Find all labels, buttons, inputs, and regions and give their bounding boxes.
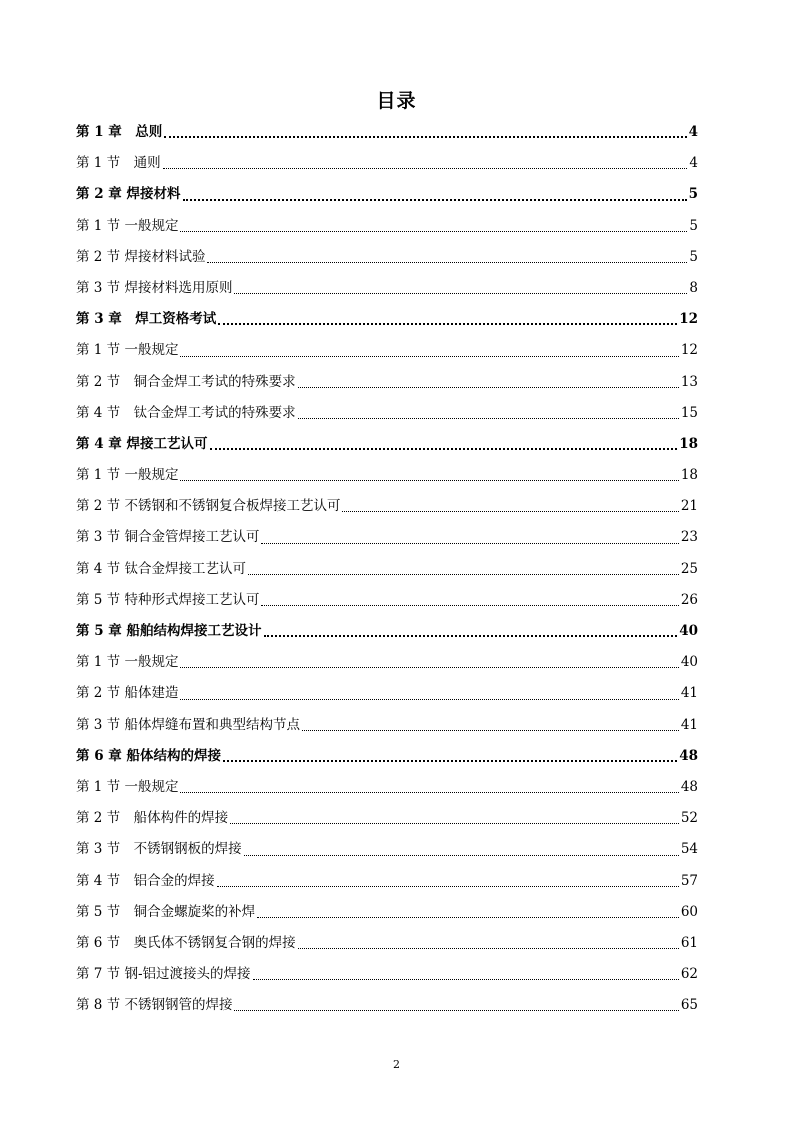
toc-entry-label: 第 4 节 钛合金焊工考试的特殊要求	[76, 404, 296, 421]
toc-entry-page: 5	[688, 186, 698, 203]
toc-chapter-entry[interactable]	[76, 179, 698, 210]
toc-section-entry[interactable]	[76, 710, 698, 741]
toc-chapter-entry[interactable]	[76, 117, 698, 148]
toc-chapter-entry[interactable]	[76, 304, 698, 335]
toc-section-entry[interactable]	[76, 242, 698, 273]
toc-entry-label: 第 2 章 焊接材料	[76, 186, 181, 203]
toc-entry-label: 第 3 节 焊接材料选用原则	[76, 279, 233, 296]
toc-entry-label: 第 3 章 焊工资格考试	[76, 311, 217, 328]
toc-section-entry[interactable]	[76, 959, 698, 990]
toc-entry-label: 第 1 节 一般规定	[76, 217, 179, 234]
toc-entry-label: 第 1 节 一般规定	[76, 654, 179, 671]
toc-section-entry[interactable]	[76, 647, 698, 678]
toc-section-entry[interactable]	[76, 772, 698, 803]
toc-dot-leader	[217, 885, 679, 887]
toc-entry-label: 第 2 节 焊接材料试验	[76, 248, 206, 265]
toc-section-entry[interactable]	[76, 554, 698, 585]
toc-section-entry[interactable]	[76, 460, 698, 491]
toc-entry-label: 第 8 节 不锈钢钢管的焊接	[76, 997, 233, 1014]
toc-entry-label: 第 2 节 船体建造	[76, 685, 179, 702]
toc-entry-label: 第 3 节 铜合金管焊接工艺认可	[76, 529, 260, 546]
toc-section-entry[interactable]	[76, 522, 698, 553]
toc-section-entry[interactable]	[76, 897, 698, 928]
toc-dot-leader	[298, 947, 679, 949]
toc-dot-leader	[248, 573, 679, 575]
toc-dot-leader	[180, 666, 678, 668]
toc-entry-page: 4	[689, 155, 698, 172]
toc-entry-page: 23	[680, 529, 698, 546]
toc-chapter-entry[interactable]	[76, 741, 698, 772]
toc-section-entry[interactable]	[76, 398, 698, 429]
toc-chapter-entry[interactable]	[76, 616, 698, 647]
toc-dot-leader	[210, 447, 678, 450]
toc-entry-label: 第 1 节 一般规定	[76, 467, 179, 484]
toc-entry-page: 5	[689, 217, 698, 234]
toc-section-entry[interactable]	[76, 678, 698, 709]
toc-entry-label: 第 3 节 不锈钢钢板的焊接	[76, 841, 242, 858]
toc-dot-leader	[207, 261, 687, 263]
toc-entry-page: 48	[680, 778, 698, 795]
toc-dot-leader	[180, 355, 678, 357]
toc-entry-label: 第 1 节 一般规定	[76, 778, 179, 795]
toc-dot-leader	[257, 916, 679, 918]
toc-section-entry[interactable]	[76, 803, 698, 834]
toc-entry-page: 54	[680, 841, 698, 858]
toc-dot-leader	[298, 417, 679, 419]
toc-title: 目录	[376, 90, 417, 112]
toc-entry-label: 第 5 节 铜合金螺旋桨的补焊	[76, 903, 256, 920]
toc-section-entry[interactable]	[76, 585, 698, 616]
toc-dot-leader	[261, 542, 678, 544]
toc-section-entry[interactable]	[76, 367, 698, 398]
toc-section-entry[interactable]	[76, 148, 698, 179]
toc-entry-label: 第 2 节 不锈钢和不锈钢复合板焊接工艺认可	[76, 498, 341, 515]
toc-entry-label: 第 1 节 一般规定	[76, 342, 179, 359]
toc-entry-page: 62	[680, 966, 698, 983]
toc-entry-page: 48	[679, 747, 698, 764]
toc-section-entry[interactable]	[76, 990, 698, 1021]
toc-dot-leader	[298, 386, 679, 388]
toc-entry-page: 57	[680, 872, 698, 889]
toc-dot-leader	[180, 230, 687, 232]
toc-dot-leader	[253, 978, 679, 980]
toc-section-entry[interactable]	[76, 273, 698, 304]
toc-entry-page: 41	[680, 685, 698, 702]
toc-entry-page: 61	[680, 934, 698, 951]
toc-dot-leader	[234, 1009, 678, 1011]
toc-entry-page: 12	[679, 311, 698, 328]
toc-dot-leader	[164, 135, 686, 138]
toc-entry-label: 第 7 节 钢-铝过渡接头的焊接	[76, 966, 251, 983]
toc-entry-label: 第 4 章 焊接工艺认可	[76, 435, 208, 452]
toc-entry-page: 25	[680, 560, 698, 577]
toc-entry-page: 18	[679, 435, 698, 452]
toc-section-entry[interactable]	[76, 834, 698, 865]
toc-entry-page: 60	[680, 903, 698, 920]
toc-dot-leader	[261, 604, 678, 606]
toc-dot-leader	[180, 479, 678, 481]
toc-entry-page: 26	[680, 591, 698, 608]
toc-entry-page: 40	[680, 654, 698, 671]
toc-entry-page: 15	[680, 404, 698, 421]
toc-entry-page: 52	[680, 810, 698, 827]
toc-entry-label: 第 4 节 钛合金焊接工艺认可	[76, 560, 246, 577]
toc-entry-page: 5	[689, 248, 698, 265]
toc-entry-label: 第 1 章 总则	[76, 124, 163, 140]
toc-entry-page: 21	[680, 498, 698, 515]
toc-entry-page: 18	[680, 467, 698, 484]
toc-entry-label: 第 2 节 船体构件的焊接	[76, 810, 229, 827]
toc-entry-page: 41	[680, 716, 698, 733]
toc-section-entry[interactable]	[76, 866, 698, 897]
toc-dot-leader	[264, 634, 678, 637]
toc-entry-page: 12	[680, 342, 698, 359]
toc-dot-leader	[180, 791, 678, 793]
toc-entry-label: 第 2 节 铜合金焊工考试的特殊要求	[76, 373, 296, 390]
toc-dot-leader	[218, 322, 677, 325]
toc-dot-leader	[230, 822, 679, 824]
toc-chapter-entry[interactable]	[76, 429, 698, 460]
toc-entry-label: 第 6 章 船体结构的焊接	[76, 747, 221, 764]
toc-entry-page: 8	[689, 279, 698, 296]
toc-section-entry[interactable]	[76, 928, 698, 959]
toc-dot-leader	[244, 854, 679, 856]
toc-section-entry[interactable]	[76, 335, 698, 366]
toc-dot-leader	[342, 510, 678, 512]
toc-entry-label: 第 3 节 船体焊缝布置和典型结构节点	[76, 716, 300, 733]
toc-entry-page: 4	[688, 124, 698, 140]
page-number: 2	[393, 1058, 400, 1071]
toc-list	[76, 117, 698, 1021]
toc-dot-leader	[183, 198, 687, 201]
toc-entry-label: 第 4 节 铝合金的焊接	[76, 872, 215, 889]
toc-section-entry[interactable]	[76, 211, 698, 242]
toc-entry-label: 第 6 节 奥氏体不锈钢复合钢的焊接	[76, 934, 296, 951]
toc-dot-leader	[163, 167, 688, 169]
toc-dot-leader	[223, 759, 677, 762]
toc-entry-page: 40	[679, 623, 698, 639]
toc-dot-leader	[302, 729, 679, 731]
toc-dot-leader	[234, 292, 687, 294]
toc-section-entry[interactable]	[76, 491, 698, 522]
toc-entry-label: 第 5 章 船舶结构焊接工艺设计	[76, 623, 262, 639]
toc-entry-page: 13	[680, 373, 698, 390]
toc-entry-page: 65	[680, 997, 698, 1014]
toc-entry-label: 第 1 节 通则	[76, 155, 161, 172]
toc-dot-leader	[180, 698, 678, 700]
toc-entry-label: 第 5 节 特种形式焊接工艺认可	[76, 591, 260, 608]
